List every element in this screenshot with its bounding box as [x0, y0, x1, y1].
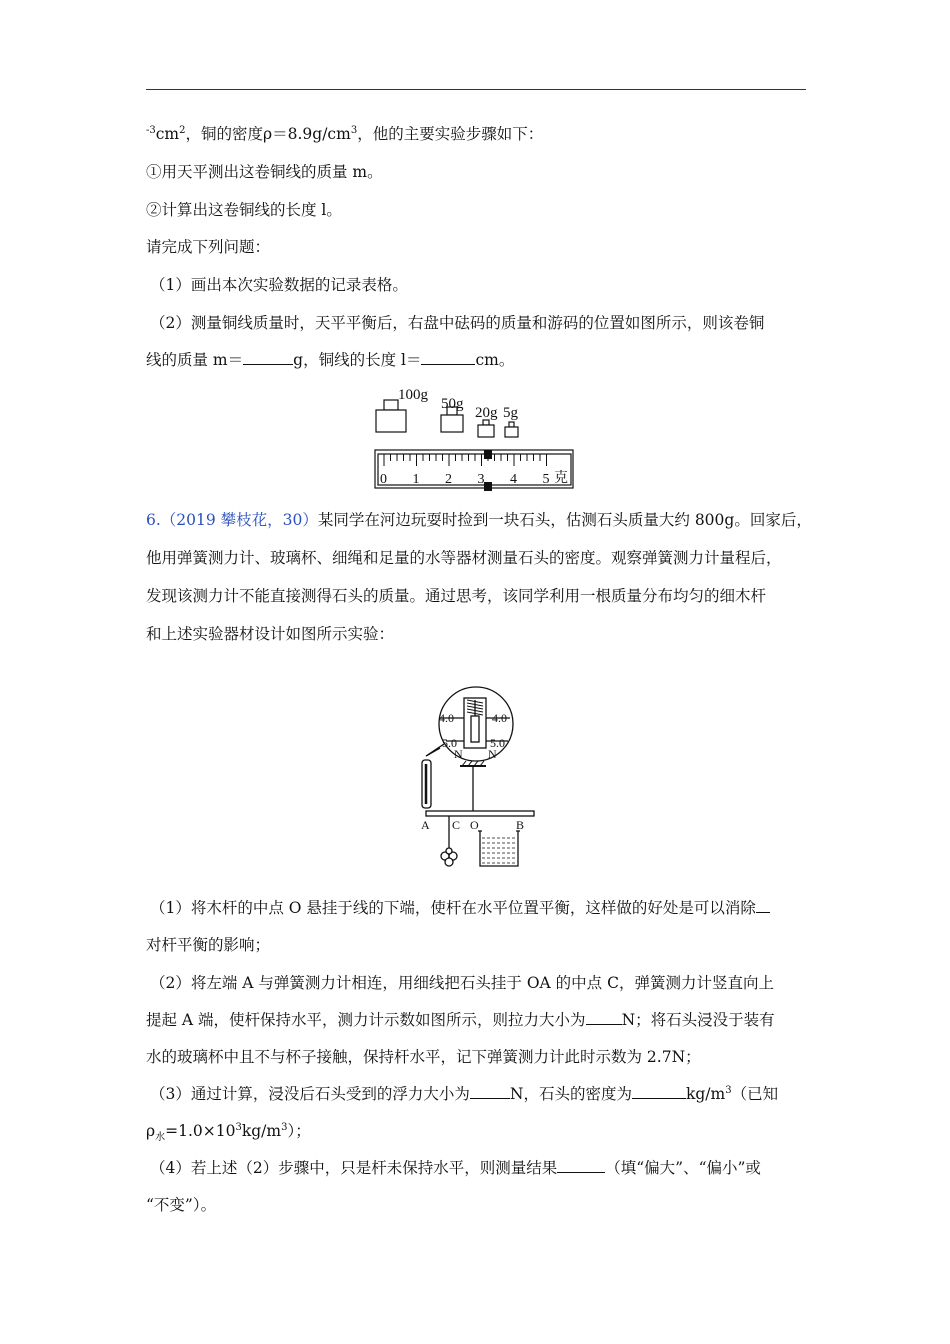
sub-question-4-line-2: “不变”）。: [146, 1196, 217, 1214]
answer-blank-4[interactable]: [557, 1158, 605, 1173]
step-2: ②计算出这卷铜线的长度 l。: [146, 201, 342, 219]
answer-blank-1[interactable]: [756, 898, 770, 913]
weight-20g-body: [478, 425, 494, 437]
sub-question-1-line-2: 对杆平衡的影响；: [146, 936, 271, 954]
problem-6-line-3: 发现该测力计不能直接测得石头的质量。通过思考，该同学利用一根质量分布均匀的细木杆: [146, 587, 767, 605]
point-a-label: A: [421, 818, 430, 832]
header-rule: [146, 89, 806, 90]
sub-question-4-line-1: （4）若上述（2）步骤中，只是杆未保持水平，则测量结果 （填“偏大”、“偏小”或: [150, 1159, 761, 1177]
unit-label-left: N: [454, 747, 463, 761]
point-b-label: B: [516, 818, 525, 832]
answer-blank-length[interactable]: [421, 350, 475, 365]
question-1: （1）画出本次实验数据的记录表格。: [150, 276, 408, 294]
weight-100g-body: [376, 410, 406, 432]
scale-label-top-right: 4.0: [492, 711, 507, 725]
problem-source: 6.（2019 攀枝花，30）: [146, 511, 318, 529]
density-line: $^{-3}cm^2$，铜的密度$\rho=8.9g/cm^3$，他的主要实验步骤如下：: [146, 124, 544, 143]
answer-blank-3b[interactable]: [632, 1084, 686, 1099]
answer-blank-mass[interactable]: [243, 350, 293, 365]
scale-label-top-left: 4.0: [439, 711, 454, 725]
weight-5g-body: [505, 427, 518, 437]
sub-question-3-line-1: （3）通过计算，浸没后石头受到的浮力大小为 N，石头的密度为 $kg/m^3$（已知: [150, 1084, 779, 1103]
scale-unit: 克: [554, 470, 568, 486]
question-2-line-1: （2）测量铜线质量时，天平平衡后，右盘中砝码的质量和游码的位置如图所示，则该卷铜: [150, 314, 765, 332]
scale-tick-label: 1: [412, 472, 420, 487]
weight-50g-body: [441, 415, 463, 432]
lever-rod: [426, 811, 534, 816]
point-c-label: C: [452, 818, 461, 832]
balance-weights-figure: [370, 382, 580, 494]
scale-label-bottom-left: 5.0: [442, 736, 457, 750]
weight-100g-knob: [384, 400, 398, 410]
rider-top: [484, 450, 492, 459]
sub-question-2-line-3: 水的玻璃杯中且不与杯子接触，保持杆水平，记下弹簧测力计此时示数为 2.7N；: [146, 1048, 701, 1066]
request-line: 请完成下列问题：: [146, 238, 271, 256]
sub-question-2-line-2: 提起 A 端，使杆保持水平，测力计示数如图所示，则拉力大小为 N；将石头浸没于装有: [146, 1011, 775, 1029]
scale-tick-label: 0: [380, 472, 387, 487]
magnified-indicator: [471, 716, 479, 742]
beaker: [480, 831, 518, 866]
weight-label-50g: 50g: [441, 396, 464, 412]
problem-6-line-2: 他用弹簧测力计、玻璃杯、细绳和足量的水等器材测量石头的密度。观察弹簧测力计量程后，: [146, 549, 782, 567]
scale-tick-label: 2: [445, 472, 452, 487]
problem-6-line-4: 和上述实验器材设计如图所示实验：: [146, 625, 395, 643]
point-o-label: O: [470, 818, 479, 832]
scale-tick-label: 3: [477, 472, 485, 487]
weight-5g-knob: [509, 422, 514, 427]
weight-label-20g: 20g: [475, 405, 498, 421]
answer-blank-2[interactable]: [586, 1010, 622, 1025]
answer-blank-3a[interactable]: [470, 1084, 510, 1099]
step-1: ①用天平测出这卷铜线的质量 m。: [146, 163, 383, 181]
unit-label-right: N: [488, 747, 497, 761]
sub-question-1-line-1: （1）将木杆的中点 O 悬挂于线的下端，使杆在水平位置平衡，这样做的好处是可以消除: [146, 898, 770, 918]
weight-label-100g: 100g: [398, 387, 428, 403]
sub-question-3-line-2: $\rho_水=1.0\times 10^3kg/m^3$）；: [146, 1121, 311, 1144]
weight-label-5g: 5g: [503, 405, 518, 421]
rider-bottom: [484, 482, 492, 491]
scale-tick-label: 4: [510, 472, 517, 487]
scale-label-bottom-right: 5.0: [490, 736, 505, 750]
question-2-line-2: 线的质量 m＝ g，铜线的长度 l＝ cm。: [146, 351, 515, 369]
sub-question-2-line-1: （2）将左端 A 与弹簧测力计相连，用细线把石头挂于 OA 的中点 C，弹簧测力计竖直向上: [150, 974, 774, 992]
scale-tick-label: 5: [542, 472, 550, 487]
problem-6-line-1: 6.（2019 攀枝花，30）某同学在河边玩耍时捡到一块石头，估测石头质量大约 800g。回家后，: [146, 511, 812, 529]
lever-spring-scale-figure: [412, 686, 546, 870]
